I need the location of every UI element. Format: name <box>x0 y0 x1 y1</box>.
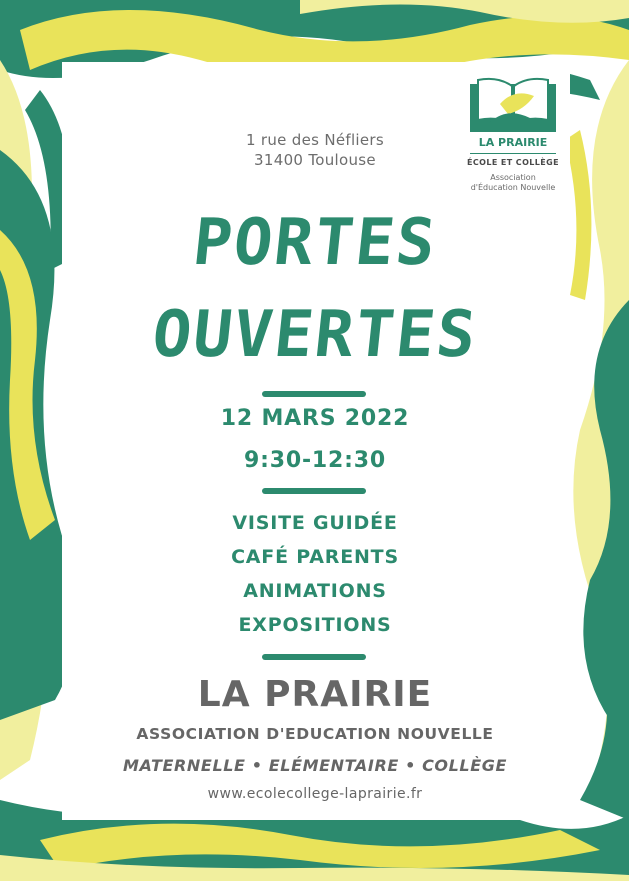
event-date: 12 MARS 2022 <box>220 406 410 431</box>
title-line2: OUVERTES <box>148 298 482 372</box>
school-logo <box>448 74 578 202</box>
logo-separator <box>470 153 556 154</box>
activity-item: EXPOSITIONS <box>238 614 392 636</box>
school-levels: MATERNELLE • ELÉMENTAIRE • COLLÈGE <box>123 756 507 775</box>
address-street: 1 rue des Néfliers <box>246 131 384 149</box>
logo-association-line2: d'Éducation Nouvelle <box>470 183 556 192</box>
open-book-icon <box>448 74 578 136</box>
logo-association-line1: Association <box>490 173 536 182</box>
address <box>170 130 460 170</box>
address-city: 31400 Toulouse <box>254 151 376 169</box>
event-time: 9:30-12:30 <box>244 448 386 473</box>
activity-item: VISITE GUIDÉE <box>232 512 398 534</box>
activities-list <box>120 508 510 644</box>
association-name: ASSOCIATION D'EDUCATION NOUVELLE <box>136 725 494 743</box>
website-link[interactable]: www.ecolecollege-laprairie.fr <box>207 786 423 802</box>
title-line1: PORTES <box>189 206 441 280</box>
activity-item: CAFÉ PARENTS <box>231 546 399 568</box>
divider-middle <box>262 488 366 494</box>
divider-bottom <box>262 654 366 660</box>
logo-name: LA PRAIRIE <box>478 136 548 149</box>
divider-top <box>262 391 366 397</box>
school-name: LA PRAIRIE <box>197 674 433 715</box>
activity-item: ANIMATIONS <box>243 580 387 602</box>
logo-subtitle: ÉCOLE ET COLLÈGE <box>467 158 559 167</box>
